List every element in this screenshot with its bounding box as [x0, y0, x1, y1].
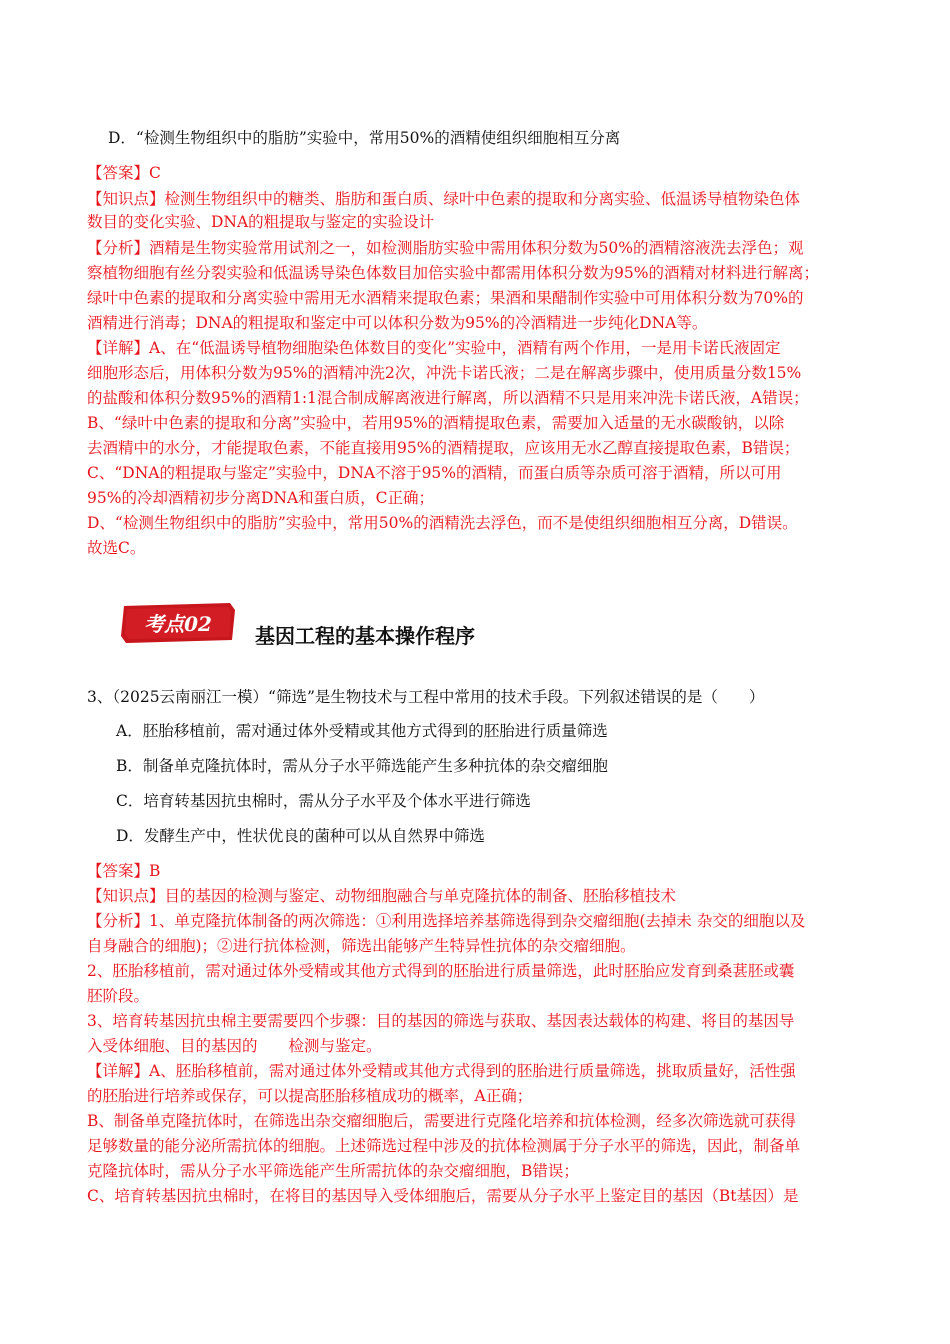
detail-line: 的胚胎进行培养或保存，可以提高胚胎移植成功的概率，A正确； — [87, 1087, 533, 1105]
section-title: 基因工程的基本操作程序 — [255, 624, 475, 648]
detail-line: B、制备单克隆抗体时，在筛选出杂交瘤细胞后，需要进行克隆化培养和抗体检测，经多次筛选就可获得 — [87, 1112, 796, 1130]
option-d: D．发酵生产中，性状优良的菌种可以从自然界中筛选 — [116, 827, 485, 845]
prev-option-d: D．“检测生物组织中的脂肪”实验中，常用50%的酒精使组织细胞相互分离 — [108, 129, 621, 147]
analysis-line: 察植物细胞有丝分裂实验和低温诱导染色体数目加倍实验中都需用体积分数为95%的酒精对材料进行解离； — [87, 264, 819, 282]
analysis-line: 胚阶段。 — [87, 987, 150, 1005]
detail-line: 克隆抗体时，需从分子水平筛选能产生所需抗体的杂交瘤细胞，B错误； — [87, 1162, 579, 1180]
analysis-line: 自身融合的细胞)；②进行抗体检测，筛选出能够产生特异性抗体的杂交瘤细胞。 — [87, 937, 636, 955]
detail-line: C、“DNA的粗提取与鉴定”实验中，DNA不溶于95%的酒精，而蛋白质等杂质可溶于酒精，所以可用 — [87, 464, 782, 482]
option-a: A．胚胎移植前，需对通过体外受精或其他方式得到的胚胎进行质量筛选 — [116, 722, 608, 740]
option-b: B．制备单克隆抗体时，需从分子水平筛选能产生多种抗体的杂交瘤细胞 — [116, 757, 608, 775]
analysis-line: 酒精进行消毒；DNA的粗提取和鉴定中可以体积分数为95%的冷酒精进一步纯化DNA等。 — [87, 314, 708, 332]
analysis-line: 2、胚胎移植前，需对通过体外受精或其他方式得到的胚胎进行质量筛选，此时胚胎应发育到桑葚胚或囊 — [87, 962, 795, 980]
detail-line: B、“绿叶中色素的提取和分离”实验中，若用95%的酒精提取色素，需要加入适量的无水碳酸钠，以除 — [87, 414, 785, 432]
analysis-line: 绿叶中色素的提取和分离实验中需用无水酒精来提取色素；果酒和果醋制作实验中可用体积分数为70%的 — [87, 289, 804, 307]
answer-label: 【答案】C — [87, 164, 161, 182]
detail-line: 细胞形态后，用体积分数为95%的酒精冲洗2次，冲洗卡诺氏液；二是在解离步骤中，使用质量分数15% — [87, 364, 802, 382]
analysis-line: 3、培育转基因抗虫棉主要需要四个步骤：目的基因的筛选与获取、基因表达载体的构建、将目的基因导 — [87, 1012, 795, 1030]
detail-line: 【详解】A、胚胎移植前，需对通过体外受精或其他方式得到的胚胎进行质量筛选，挑取质量好，活性强 — [87, 1062, 796, 1080]
question-stem: 3、（2025云南丽江一模）“筛选”是生物技术与工程中常用的技术手段。下列叙述错误的是（ ） — [87, 688, 765, 706]
detail-line: 的盐酸和体积分数95%的酒精1:1混合制成解离液进行解离，所以酒精不只是用来冲洗卡诺氏液，A错误； — [87, 389, 809, 407]
detail-line: 【详解】A、在“低温诱导植物细胞染色体数目的变化”实验中，酒精有两个作用，一是用卡诺氏液固定 — [87, 339, 781, 357]
answer-label: 【答案】B — [87, 862, 161, 880]
section-badge-label: 考点02 — [144, 612, 212, 636]
knowledge-line: 【知识点】检测生物组织中的糖类、脂肪和蛋白质、绿叶中色素的提取和分离实验、低温诱导植物染色体 — [87, 190, 801, 208]
analysis-line: 【分析】1、单克隆抗体制备的两次筛选：①利用选择培养基筛选得到杂交瘤细胞(去掉未 杂交的细胞以及 — [87, 912, 806, 930]
section-badge — [118, 600, 238, 646]
option-c: C．培育转基因抗虫棉时，需从分子水平及个体水平进行筛选 — [116, 792, 531, 810]
detail-line: D、“检测生物组织中的脂肪”实验中，常用50%的酒精洗去浮色，而不是使组织细胞相互分离，D错误。 — [87, 514, 798, 532]
detail-line: 去酒精中的水分，才能提取色素，不能直接用95%的酒精提取，应该用无水乙醇直接提取色素，B错误； — [87, 439, 800, 457]
knowledge-line: 数目的变化实验、DNA的粗提取与鉴定的实验设计 — [87, 213, 435, 231]
knowledge-line: 【知识点】目的基因的检测与鉴定、动物细胞融合与单克隆抗体的制备、胚胎移植技术 — [87, 887, 677, 905]
analysis-line: 入受体细胞、目的基因的 检测与鉴定。 — [87, 1037, 382, 1055]
detail-line: 95%的冷却酒精初步分离DNA和蛋白质，C正确； — [87, 489, 434, 507]
section-badge-graphic — [118, 600, 238, 646]
analysis-line: 【分析】酒精是生物实验常用试剂之一，如检测脂肪实验中需用体积分数为50%的酒精溶液洗去浮色；观 — [87, 239, 804, 257]
detail-line: 故选C。 — [87, 539, 146, 557]
detail-line: 足够数量的能分泌所需抗体的细胞。上述筛选过程中涉及的抗体检测属于分子水平的筛选，因此，制备单 — [87, 1137, 801, 1155]
detail-line: C、培育转基因抗虫棉时，在将目的基因导入受体细胞后，需要从分子水平上鉴定目的基因（Bt基因）是 — [87, 1187, 799, 1205]
